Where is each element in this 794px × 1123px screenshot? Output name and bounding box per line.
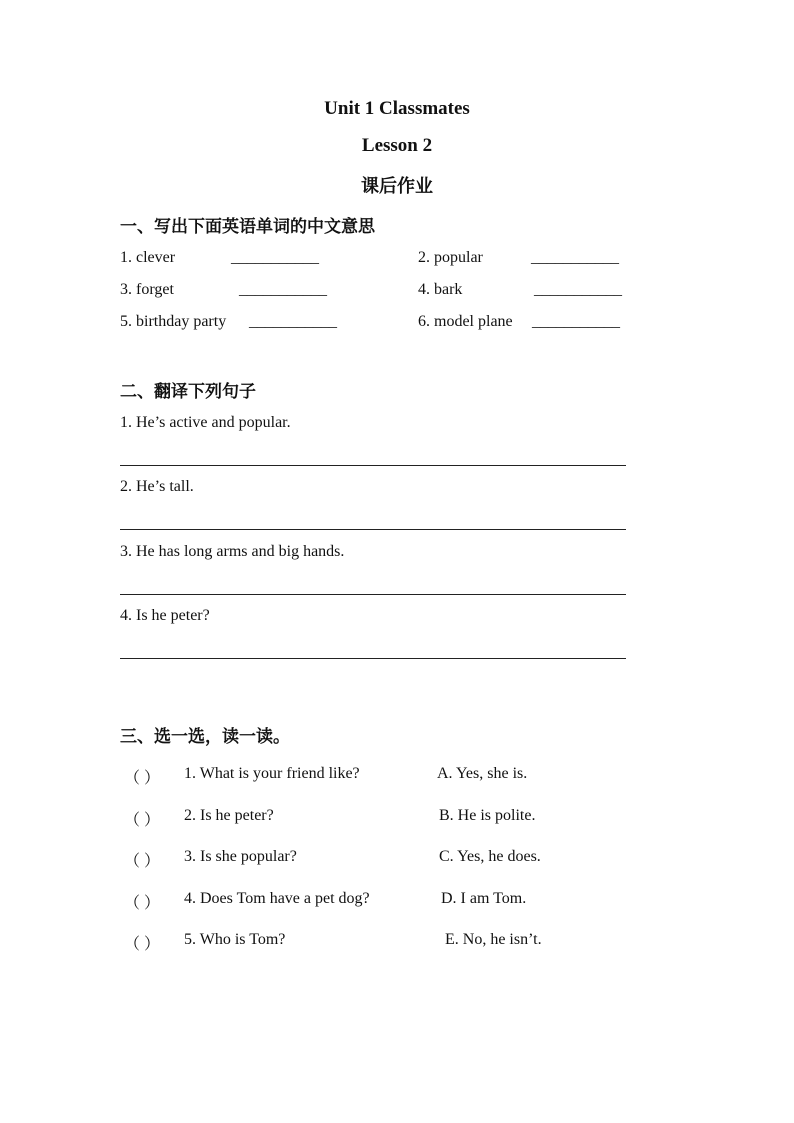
vocab-answer-blank[interactable]: ___________ [534, 281, 622, 298]
vocab-item-label: 4. bark [418, 281, 463, 298]
matching-answer-option: E. No, he isn’t. [445, 931, 542, 948]
matching-question: 2. Is he peter? [184, 807, 274, 824]
translation-answer-line[interactable] [120, 529, 626, 530]
answer-paren[interactable]: （ ） [124, 895, 161, 912]
translation-sentence: 4. Is he peter? [120, 607, 210, 624]
vocab-answer-blank[interactable]: ___________ [532, 313, 620, 330]
vocab-item-label: 6. model plane [418, 313, 513, 330]
vocab-item-label: 5. birthday party [120, 313, 227, 330]
vocab-answer-blank[interactable]: ___________ [249, 313, 337, 330]
matching-answer-option: C. Yes, he does. [439, 848, 541, 865]
matching-question: 3. Is she popular? [184, 848, 297, 865]
vocab-answer-blank[interactable]: ___________ [239, 281, 327, 298]
matching-answer-option: D. I am Tom. [441, 890, 527, 907]
vocab-answer-blank[interactable]: ___________ [531, 249, 619, 266]
section2-heading: 二、翻译下列句子 [120, 382, 256, 402]
answer-paren[interactable]: （ ） [124, 770, 161, 787]
homework-subtitle: 课后作业 [361, 176, 433, 197]
vocab-item-label: 3. forget [120, 281, 174, 298]
answer-paren[interactable]: （ ） [124, 812, 161, 829]
section1-heading: 一、写出下面英语单词的中文意思 [120, 217, 375, 237]
vocab-item-label: 1. clever [120, 249, 176, 266]
translation-answer-line[interactable] [120, 465, 626, 466]
answer-paren[interactable]: （ ） [124, 936, 161, 953]
section3-heading: 三、选一选，读一读。 [120, 727, 290, 747]
matching-question: 5. Who is Tom? [184, 931, 286, 948]
matching-answer-option: A. Yes, she is. [437, 765, 528, 782]
vocab-item-label: 2. popular [418, 249, 483, 266]
answer-paren[interactable]: （ ） [124, 853, 161, 870]
translation-sentence: 2. He’s tall. [120, 478, 194, 495]
lesson-title: Lesson 2 [361, 135, 433, 156]
translation-answer-line[interactable] [120, 594, 626, 595]
matching-question: 1. What is your friend like? [184, 765, 360, 782]
translation-sentence: 1. He’s active and popular. [120, 414, 291, 431]
vocab-answer-blank[interactable]: ___________ [231, 249, 319, 266]
page-title: Unit 1 Classmates [324, 98, 470, 119]
matching-answer-option: B. He is polite. [439, 807, 536, 824]
translation-sentence: 3. He has long arms and big hands. [120, 543, 345, 560]
matching-question: 4. Does Tom have a pet dog? [184, 890, 370, 907]
translation-answer-line[interactable] [120, 658, 626, 659]
